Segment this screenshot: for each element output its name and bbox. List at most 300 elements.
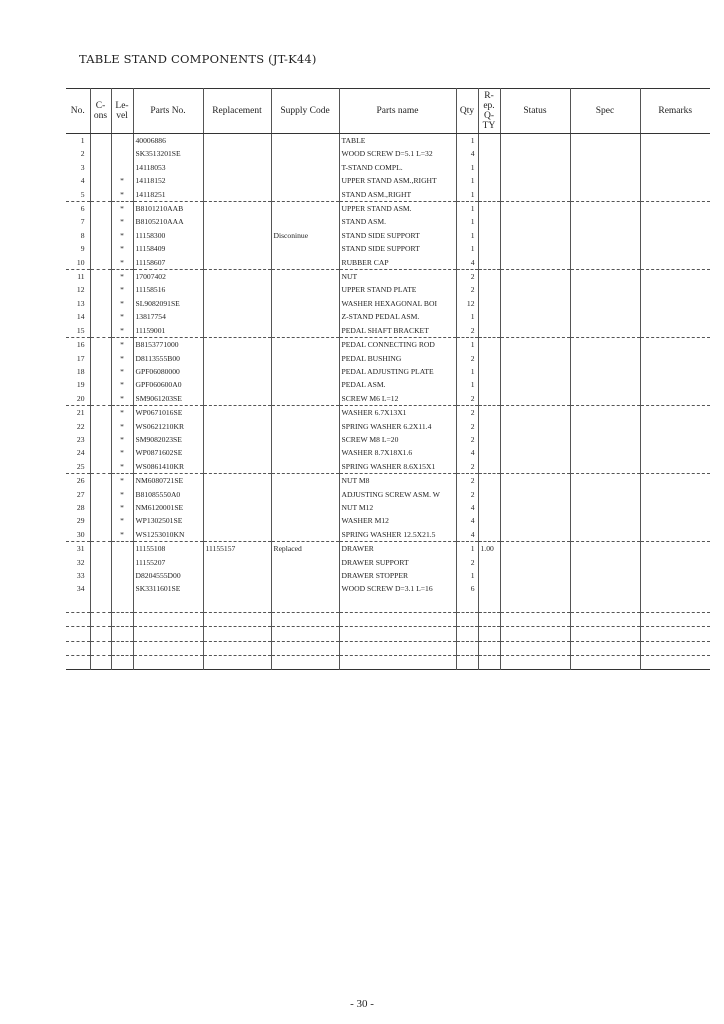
- cell-no: 12: [76, 285, 85, 295]
- cell-cons: [90, 188, 111, 202]
- cell-qty: 1: [456, 161, 478, 174]
- cell-rep-qty: [478, 352, 500, 365]
- cell-supply-code: [271, 433, 339, 446]
- blank-cell: [500, 627, 570, 641]
- header-parts-name: Parts name: [339, 89, 456, 134]
- cell-spec: [570, 406, 640, 420]
- table-row: [66, 420, 710, 433]
- blank-cell: [66, 641, 90, 655]
- cell-spec: [570, 501, 640, 514]
- cell-qty: 2: [456, 406, 478, 420]
- cell-no: 3: [80, 162, 85, 172]
- cell-status: [500, 446, 570, 459]
- cell-qty: 2: [456, 420, 478, 433]
- cell-replacement: [203, 420, 271, 433]
- cell-no: 7: [80, 217, 85, 227]
- cell-status: [500, 352, 570, 365]
- cell-rep-qty: [478, 188, 500, 202]
- cell-cons: [90, 433, 111, 446]
- cell-parts-name: PEDAL CONNECTING ROD: [339, 338, 456, 352]
- cell-cons: [90, 297, 111, 310]
- cell-remarks: [640, 446, 710, 459]
- table-row: [66, 229, 710, 242]
- cell-rep-qty: [478, 310, 500, 323]
- cell-parts-no: 11158516: [133, 283, 203, 296]
- cell-spec: [570, 392, 640, 406]
- blank-cell: [500, 655, 570, 669]
- cell-status: [500, 474, 570, 488]
- cell-cons: [90, 406, 111, 420]
- blank-row: [66, 612, 710, 626]
- blank-cell: [111, 596, 133, 613]
- cell-rep-qty: [478, 474, 500, 488]
- blank-cell: [570, 627, 640, 641]
- blank-cell: [133, 641, 203, 655]
- cell-status: [500, 556, 570, 569]
- cell-parts-no: 11159001: [133, 324, 203, 338]
- cell-replacement: [203, 297, 271, 310]
- cell-qty: 1: [456, 188, 478, 202]
- cell-no: 5: [66, 188, 90, 202]
- cell-level: *: [111, 215, 133, 228]
- cell-replacement: [203, 338, 271, 352]
- table-row: [66, 188, 710, 202]
- cell-qty: 4: [456, 256, 478, 270]
- cell-spec: [570, 569, 640, 582]
- cell-level: *: [111, 460, 133, 474]
- blank-cell: [456, 627, 478, 641]
- blank-cell: [456, 596, 478, 613]
- cell-cons: [90, 134, 111, 148]
- cell-supply-code: [271, 202, 339, 216]
- cell-parts-no: WP1302501SE: [133, 514, 203, 527]
- table-row: [66, 161, 710, 174]
- cell-parts-no: 14118251: [133, 188, 203, 202]
- header-rep-qty-line: Q-: [483, 111, 495, 121]
- cell-status: [500, 229, 570, 242]
- cell-level: *: [111, 352, 133, 365]
- cell-supply-code: [271, 365, 339, 378]
- cell-no: 24: [76, 448, 85, 458]
- cell-rep-qty: [478, 528, 500, 542]
- blank-cell: [133, 612, 203, 626]
- cell-spec: [570, 161, 640, 174]
- blank-cell: [90, 612, 111, 626]
- cell-supply-code: [271, 501, 339, 514]
- cell-cons: [90, 229, 111, 242]
- cell-cons: [90, 338, 111, 352]
- blank-cell: [500, 596, 570, 613]
- cell-replacement: 11155157: [203, 542, 271, 556]
- cell-parts-no: 11158409: [133, 242, 203, 255]
- cell-status: [500, 460, 570, 474]
- cell-replacement: [203, 352, 271, 365]
- cell-remarks: [640, 392, 710, 406]
- cell-cons: [90, 352, 111, 365]
- cell-parts-name: DRAWER: [339, 542, 456, 556]
- cell-qty: 4: [456, 528, 478, 542]
- cell-level: *: [111, 406, 133, 420]
- table-row: [66, 174, 710, 187]
- blank-cell: [203, 596, 271, 613]
- cell-status: [500, 569, 570, 582]
- blank-cell: [339, 612, 456, 626]
- cell-parts-name: WOOD SCREW D=5.1 L=32: [339, 147, 456, 160]
- cell-qty: 2: [456, 392, 478, 406]
- cell-no: 17: [76, 353, 85, 363]
- header-row: [66, 89, 710, 134]
- cell-status: [500, 270, 570, 284]
- header-supply-code: Supply Code: [271, 89, 339, 134]
- cell-replacement: [203, 202, 271, 216]
- cell-parts-name: SPRING WASHER 8.6X15X1: [339, 460, 456, 474]
- cell-spec: [570, 514, 640, 527]
- cell-qty: 2: [456, 324, 478, 338]
- blank-row: [66, 655, 710, 669]
- blank-cell: [111, 612, 133, 626]
- cell-parts-no: SK3311601SE: [133, 582, 203, 595]
- cell-cons: [90, 488, 111, 501]
- cell-parts-no: WS0861410KR: [133, 460, 203, 474]
- cell-parts-name: WASHER HEXAGONAL BOI: [339, 297, 456, 310]
- cell-level: *: [111, 283, 133, 296]
- cell-cons: [90, 392, 111, 406]
- cell-level: *: [111, 501, 133, 514]
- cell-spec: [570, 582, 640, 595]
- blank-cell: [570, 612, 640, 626]
- cell-level: *: [111, 202, 133, 216]
- cell-remarks: [640, 215, 710, 228]
- cell-level: [111, 134, 133, 148]
- cell-cons: [90, 324, 111, 338]
- cell-no: 9: [80, 244, 85, 254]
- cell-rep-qty: [478, 406, 500, 420]
- blank-cell: [271, 612, 339, 626]
- cell-replacement: [203, 229, 271, 242]
- cell-qty: 4: [456, 147, 478, 160]
- cell-rep-qty: [478, 392, 500, 406]
- cell-parts-name: SCREW M8 L=20: [339, 433, 456, 446]
- cell-level: *: [111, 338, 133, 352]
- header-replacement: Replacement: [203, 89, 271, 134]
- cell-cons: [90, 365, 111, 378]
- cell-no: 20: [66, 392, 90, 406]
- blank-cell: [640, 596, 710, 613]
- cell-replacement: [203, 134, 271, 148]
- cell-replacement: [203, 514, 271, 527]
- header-level-line: vel: [116, 111, 128, 121]
- cell-remarks: [640, 460, 710, 474]
- cell-status: [500, 174, 570, 187]
- cell-remarks: [640, 256, 710, 270]
- blank-cell: [478, 596, 500, 613]
- cell-replacement: [203, 474, 271, 488]
- cell-spec: [570, 528, 640, 542]
- cell-remarks: [640, 556, 710, 569]
- cell-parts-name: TABLE: [339, 134, 456, 148]
- cell-status: [500, 310, 570, 323]
- header-rep-qty-line: R-: [484, 91, 494, 101]
- cell-remarks: [640, 501, 710, 514]
- cell-supply-code: [271, 420, 339, 433]
- cell-parts-no: 11155207: [133, 556, 203, 569]
- cell-status: [500, 582, 570, 595]
- table-row: [66, 147, 710, 160]
- blank-cell: [339, 655, 456, 669]
- cell-level: [111, 569, 133, 582]
- cell-supply-code: [271, 406, 339, 420]
- cell-level: *: [111, 188, 133, 202]
- cell-supply-code: [271, 446, 339, 459]
- table-row: [66, 542, 710, 556]
- cell-remarks: [640, 297, 710, 310]
- cell-level: *: [111, 420, 133, 433]
- cell-spec: [570, 352, 640, 365]
- cell-qty: 1: [456, 310, 478, 323]
- cell-status: [500, 528, 570, 542]
- parts-table: [66, 88, 710, 670]
- table-row: [66, 488, 710, 501]
- cell-status: [500, 202, 570, 216]
- cell-remarks: [640, 202, 710, 216]
- blank-cell: [640, 655, 710, 669]
- cell-supply-code: Disconinue: [271, 229, 339, 242]
- cell-parts-name: T-STAND COMPL.: [339, 161, 456, 174]
- table-row: [66, 215, 710, 228]
- cell-qty: 2: [456, 474, 478, 488]
- parts-body: [66, 134, 710, 670]
- cell-parts-name: NUT M8: [339, 474, 456, 488]
- table-row: [66, 501, 710, 514]
- cell-qty: 4: [456, 514, 478, 527]
- blank-cell: [456, 612, 478, 626]
- blank-cell: [271, 655, 339, 669]
- cell-spec: [570, 556, 640, 569]
- blank-cell: [478, 641, 500, 655]
- cell-no: 10: [66, 256, 90, 270]
- header-level: [111, 89, 133, 134]
- cell-qty: 2: [456, 488, 478, 501]
- cell-qty: 1: [456, 174, 478, 187]
- cell-remarks: [640, 310, 710, 323]
- cell-remarks: [640, 406, 710, 420]
- table-row: [66, 392, 710, 406]
- cell-replacement: [203, 161, 271, 174]
- blank-cell: [203, 641, 271, 655]
- cell-status: [500, 338, 570, 352]
- cell-no: 6: [80, 204, 85, 214]
- blank-cell: [500, 641, 570, 655]
- cell-parts-no: D8113555B00: [133, 352, 203, 365]
- cell-spec: [570, 283, 640, 296]
- cell-spec: [570, 365, 640, 378]
- cell-rep-qty: [478, 242, 500, 255]
- cell-status: [500, 365, 570, 378]
- blank-cell: [111, 641, 133, 655]
- cell-parts-name: SCREW M6 L=12: [339, 392, 456, 406]
- cell-cons: [90, 270, 111, 284]
- table-row: [66, 446, 710, 459]
- cell-status: [500, 134, 570, 148]
- cell-rep-qty: [478, 147, 500, 160]
- cell-parts-no: SM9061203SE: [133, 392, 203, 406]
- header-parts-no: Parts No.: [133, 89, 203, 134]
- cell-spec: [570, 542, 640, 556]
- cell-rep-qty: [478, 338, 500, 352]
- cell-replacement: [203, 460, 271, 474]
- cell-spec: [570, 297, 640, 310]
- cell-remarks: [640, 378, 710, 391]
- cell-remarks: [640, 528, 710, 542]
- cell-qty: 1: [456, 365, 478, 378]
- cell-level: *: [111, 474, 133, 488]
- cell-remarks: [640, 365, 710, 378]
- cell-parts-name: UPPER STAND ASM.,RIGHT: [339, 174, 456, 187]
- cell-qty: 1: [456, 215, 478, 228]
- cell-qty: 6: [456, 582, 478, 595]
- cell-cons: [90, 528, 111, 542]
- cell-parts-no: B8101210AAB: [133, 202, 203, 216]
- header-level-line: Le-: [115, 101, 129, 111]
- cell-qty: 2: [456, 270, 478, 284]
- cell-status: [500, 215, 570, 228]
- cell-spec: [570, 420, 640, 433]
- blank-row: [66, 627, 710, 641]
- cell-parts-name: STAND SIDE SUPPORT: [339, 229, 456, 242]
- cell-spec: [570, 188, 640, 202]
- cell-no: 14: [76, 312, 85, 322]
- blank-cell: [90, 641, 111, 655]
- cell-remarks: [640, 420, 710, 433]
- cell-rep-qty: [478, 569, 500, 582]
- table-row: [66, 202, 710, 216]
- cell-cons: [90, 420, 111, 433]
- cell-spec: [570, 202, 640, 216]
- cell-level: *: [111, 488, 133, 501]
- cell-qty: 4: [456, 501, 478, 514]
- cell-parts-no: WS0621210KR: [133, 420, 203, 433]
- cell-parts-name: WASHER 6.7X13X1: [339, 406, 456, 420]
- cell-no: 15: [66, 324, 90, 338]
- cell-parts-no: NM6080721SE: [133, 474, 203, 488]
- table-row: [66, 474, 710, 488]
- cell-parts-no: WP0871602SE: [133, 446, 203, 459]
- cell-supply-code: [271, 242, 339, 255]
- blank-cell: [339, 627, 456, 641]
- cell-parts-no: WS1253010KN: [133, 528, 203, 542]
- cell-no: 25: [66, 460, 90, 474]
- cell-spec: [570, 270, 640, 284]
- cell-level: *: [111, 446, 133, 459]
- header-cons-line: C-: [95, 101, 106, 111]
- cell-remarks: [640, 242, 710, 255]
- cell-status: [500, 324, 570, 338]
- cell-remarks: [640, 569, 710, 582]
- cell-replacement: [203, 310, 271, 323]
- header-no: No.: [66, 89, 90, 134]
- cell-level: *: [111, 514, 133, 527]
- cell-replacement: [203, 365, 271, 378]
- cell-replacement: [203, 556, 271, 569]
- blank-cell: [271, 596, 339, 613]
- cell-no: 11: [77, 272, 85, 282]
- cell-rep-qty: [478, 365, 500, 378]
- cell-no: 29: [76, 516, 85, 526]
- cell-no: 4: [80, 176, 85, 186]
- table-row: [66, 514, 710, 527]
- cell-rep-qty: [478, 433, 500, 446]
- cell-spec: [570, 242, 640, 255]
- cell-cons: [90, 256, 111, 270]
- blank-cell: [640, 627, 710, 641]
- cell-status: [500, 392, 570, 406]
- cell-cons: [90, 174, 111, 187]
- cell-supply-code: [271, 188, 339, 202]
- cell-supply-code: [271, 488, 339, 501]
- cell-replacement: [203, 433, 271, 446]
- cell-remarks: [640, 542, 710, 556]
- header-cons-line: ons: [93, 111, 108, 121]
- cell-rep-qty: [478, 256, 500, 270]
- cell-remarks: [640, 324, 710, 338]
- cell-parts-no: NM6120001SE: [133, 501, 203, 514]
- blank-cell: [90, 655, 111, 669]
- table-row: [66, 433, 710, 446]
- table-row: [66, 352, 710, 365]
- cell-rep-qty: [478, 174, 500, 187]
- cell-status: [500, 433, 570, 446]
- cell-level: [111, 582, 133, 595]
- cell-no: 21: [76, 408, 85, 418]
- cell-rep-qty: [478, 161, 500, 174]
- cell-rep-qty: [478, 446, 500, 459]
- cell-remarks: [640, 582, 710, 595]
- cell-remarks: [640, 174, 710, 187]
- cell-no: 31: [76, 544, 85, 554]
- cell-cons: [90, 542, 111, 556]
- cell-supply-code: [271, 215, 339, 228]
- cell-remarks: [640, 270, 710, 284]
- cell-remarks: [640, 514, 710, 527]
- blank-cell: [133, 627, 203, 641]
- table-row: [66, 242, 710, 255]
- cell-spec: [570, 229, 640, 242]
- cell-replacement: [203, 488, 271, 501]
- cell-no: 23: [76, 434, 85, 444]
- table-row: [66, 297, 710, 310]
- cell-no: 1: [80, 136, 85, 145]
- cell-cons: [90, 474, 111, 488]
- cell-cons: [90, 215, 111, 228]
- cell-replacement: [203, 174, 271, 187]
- cell-replacement: [203, 147, 271, 160]
- cell-parts-name: SPRING WASHER 6.2X11.4: [339, 420, 456, 433]
- cell-no: 18: [76, 366, 85, 376]
- cell-supply-code: [271, 134, 339, 148]
- cell-no: 2: [80, 149, 85, 159]
- cell-spec: [570, 378, 640, 391]
- cell-supply-code: [271, 256, 339, 270]
- cell-no: 26: [76, 476, 85, 486]
- cell-remarks: [640, 188, 710, 202]
- cell-cons: [90, 514, 111, 527]
- blank-cell: [478, 627, 500, 641]
- cell-level: *: [111, 229, 133, 242]
- cell-parts-no: WP0671016SE: [133, 406, 203, 420]
- cell-parts-name: PEDAL SHAFT BRACKET: [339, 324, 456, 338]
- cell-no: 16: [76, 340, 85, 350]
- cell-remarks: [640, 161, 710, 174]
